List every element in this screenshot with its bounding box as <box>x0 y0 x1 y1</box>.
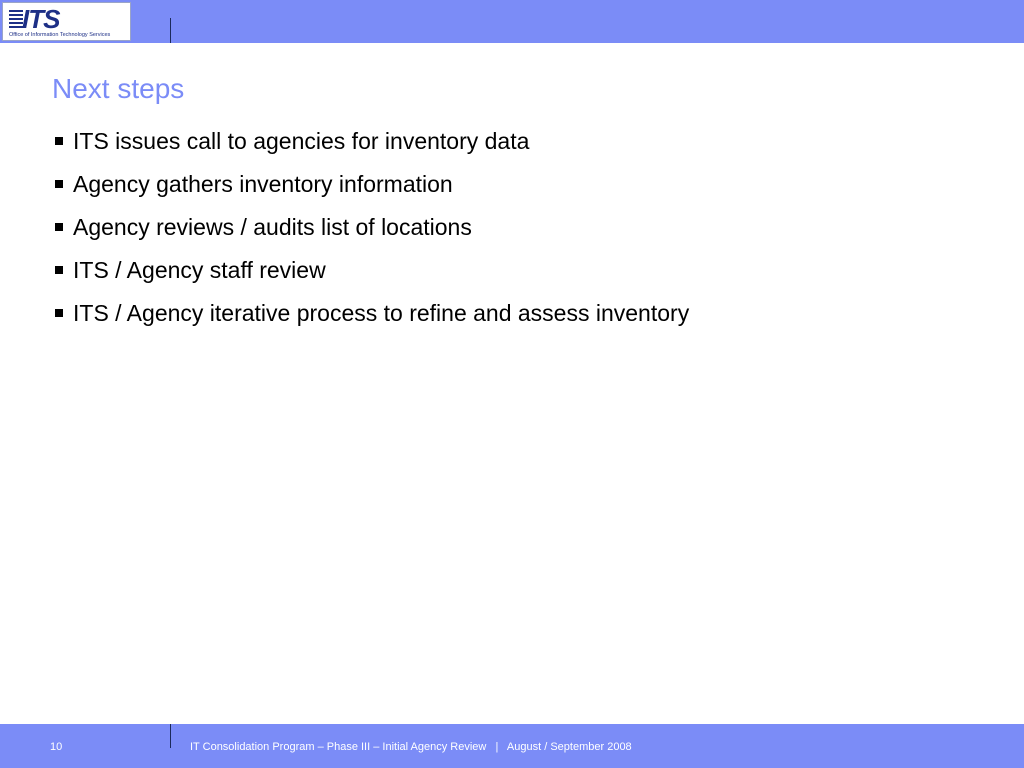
header-bar <box>0 0 1024 43</box>
square-bullet-icon <box>55 309 63 317</box>
its-logo <box>2 2 131 41</box>
bullet-item <box>52 210 689 253</box>
header-divider <box>170 18 171 43</box>
bullet-list <box>52 124 689 339</box>
bullet-item <box>52 296 689 339</box>
bullet-text: ITS / Agency iterative process to refine and assess inventory <box>73 300 690 326</box>
footer-caption: IT Consolidation Program – Phase III – Initial Agency Review | August / September 2008 <box>190 741 632 753</box>
bullet-item <box>52 124 689 167</box>
bullet-text: ITS issues call to agencies for inventory data <box>73 128 530 154</box>
slide-title: Next steps <box>52 73 185 104</box>
logo-tagline: Office of Information Technology Services <box>9 32 111 38</box>
square-bullet-icon <box>55 266 63 274</box>
page-number: 10 <box>50 741 63 753</box>
square-bullet-icon <box>55 137 63 145</box>
bullet-text: ITS / Agency staff review <box>73 257 326 283</box>
logo-stripes-icon <box>9 10 23 30</box>
bullet-text: Agency reviews / audits list of locations <box>73 214 472 240</box>
footer-divider <box>170 724 171 748</box>
footer-bar <box>0 724 1024 768</box>
bullet-item <box>52 167 689 210</box>
logo-letters: ITS <box>22 4 60 34</box>
bullet-text: Agency gathers inventory information <box>73 171 453 197</box>
square-bullet-icon <box>55 223 63 231</box>
bullet-item <box>52 253 689 296</box>
square-bullet-icon <box>55 180 63 188</box>
